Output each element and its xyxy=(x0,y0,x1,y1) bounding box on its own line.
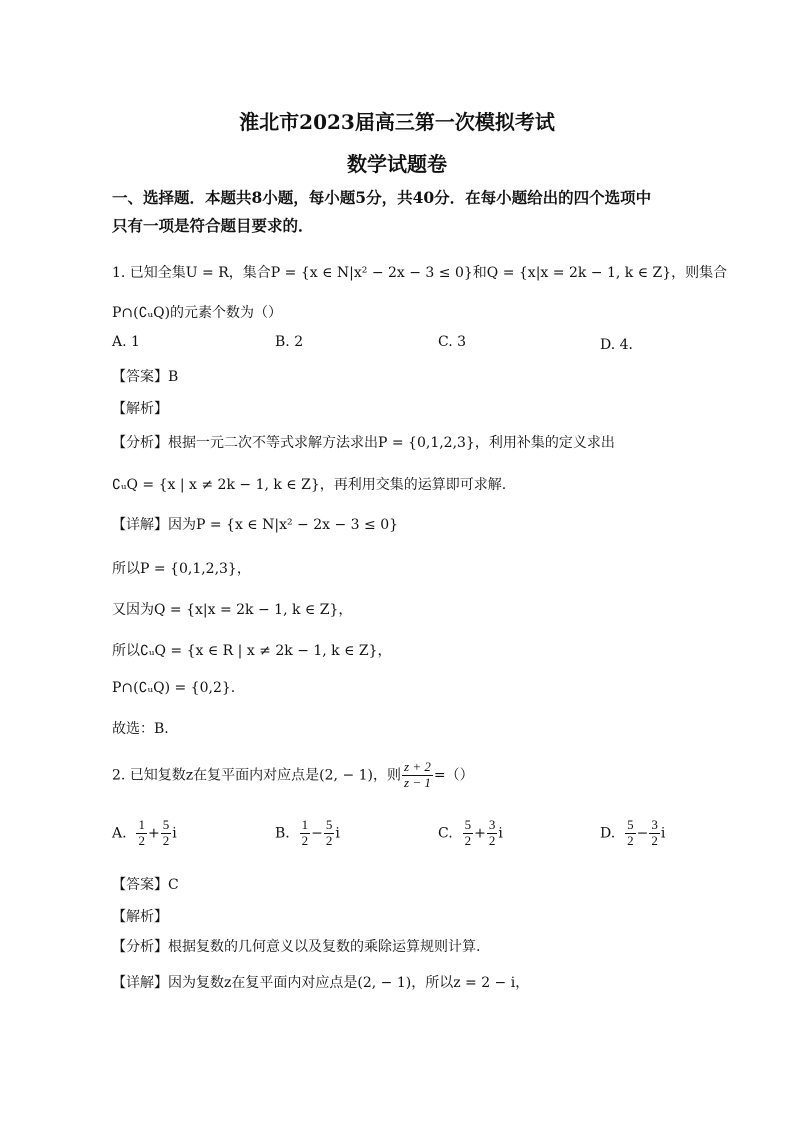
q2-option-unit: i xyxy=(172,825,177,842)
q2-option-d xyxy=(600,818,665,849)
q2-option-c xyxy=(438,818,503,849)
q2-option-unit: i xyxy=(335,825,340,842)
q1-analysis-label: 【解析】 xyxy=(112,401,168,417)
q2-option-frac: $\frac{5}{2}$ xyxy=(627,817,634,848)
q2-stem xyxy=(112,760,474,791)
q2-option-b xyxy=(275,818,340,849)
q2-option-sign: − xyxy=(311,825,323,842)
q2-detail-line: 【详解】因为复数z在复平面内对应点是(2, − 1)，所以z = 2 − i， xyxy=(112,975,530,991)
section-heading-line2: 只有一项是符合题目要求的． xyxy=(112,216,314,235)
q2-stem-frac-num: z + 2 xyxy=(404,759,431,774)
q2-stem-prefix: 2. 已知复数z在复平面内对应点是(2, − 1)，则 xyxy=(112,767,402,784)
q1-option-b: B. 2 xyxy=(275,334,304,350)
q2-stem-suffix: =（） xyxy=(433,767,474,784)
q2-option-sign: + xyxy=(147,825,160,842)
q2-option-sign: + xyxy=(474,825,486,842)
q2-option-a xyxy=(112,818,177,849)
q1-detail-line: 【详解】因为P = {x ∈ N|x² − 2x − 3 ≤ 0} xyxy=(112,517,399,533)
q2-option-frac: $\frac{3}{2}$ xyxy=(651,817,658,848)
q1-detail-line: 所以∁ᵤQ = {x ∈ R | x ≠ 2k − 1, k ∈ Z}， xyxy=(112,643,392,659)
q1-stem-line1: 1. 已知全集U = R，集合P = {x ∈ N|x² − 2x − 3 ≤ 0}和Q = {x|x = 2k − 1, k ∈ Z}，则集合 xyxy=(112,265,728,281)
q1-option-d: D. 4． xyxy=(600,337,643,353)
q1-stem-line2: P∩(∁ᵤQ)的元素个数为（） xyxy=(112,305,283,321)
q2-option-unit: i xyxy=(498,825,503,842)
q1-option-a: A. 1 xyxy=(112,334,140,350)
q2-answer: 【答案】C xyxy=(112,877,179,893)
q2-stem-fraction xyxy=(402,760,433,791)
exam-subtitle: 数学试题卷 xyxy=(347,152,447,176)
q2-analysis-line: 【分析】根据复数的几何意义以及复数的乘除运算规则计算. xyxy=(112,939,481,955)
q1-analysis-line1: 【分析】根据一元二次不等式求解方法求出P = {0,1,2,3}，利用补集的定义求出 xyxy=(112,435,615,451)
q2-analysis-label: 【解析】 xyxy=(112,909,168,925)
section-heading-line1: 一、选择题．本题共8小题，每小题5分，共40分．在每小题给出的四个选项中 xyxy=(112,188,652,207)
q2-option-frac: $\frac{1}{2}$ xyxy=(301,817,309,848)
q2-option-frac: $\frac{1}{2}$ xyxy=(138,817,145,848)
q2-option-frac: $\frac{3}{2}$ xyxy=(488,817,496,848)
q2-option-label: B. xyxy=(275,825,290,842)
q1-analysis-line2: ∁ᵤQ = {x | x ≠ 2k − 1, k ∈ Z}，再利用交集的运算即可求解. xyxy=(112,477,507,493)
q1-detail-line: P∩(∁ᵤQ) = {0,2}. xyxy=(112,680,236,696)
q1-detail-line: 又因为Q = {x|x = 2k − 1, k ∈ Z}， xyxy=(112,602,353,618)
q2-option-sign: − xyxy=(636,825,649,842)
q2-option-frac: $\frac{5}{2}$ xyxy=(464,817,472,848)
q1-detail-line: 故选：B. xyxy=(112,721,169,737)
exam-title: 淮北市2023届高三第一次模拟考试 xyxy=(239,110,555,134)
q2-option-label: C. xyxy=(438,825,453,842)
q1-answer: 【答案】B xyxy=(112,369,179,385)
q2-option-label: D. xyxy=(600,825,616,842)
q2-option-label: A. xyxy=(112,825,127,842)
q2-option-frac: $\frac{5}{2}$ xyxy=(162,817,170,848)
q1-detail-line: 所以P = {0,1,2,3}， xyxy=(112,561,251,577)
q2-stem-frac-den: z − 1 xyxy=(404,774,431,790)
q2-option-frac: $\frac{5}{2}$ xyxy=(325,817,333,848)
q1-option-c: C. 3 xyxy=(438,334,467,350)
q2-option-unit: i xyxy=(660,825,666,842)
